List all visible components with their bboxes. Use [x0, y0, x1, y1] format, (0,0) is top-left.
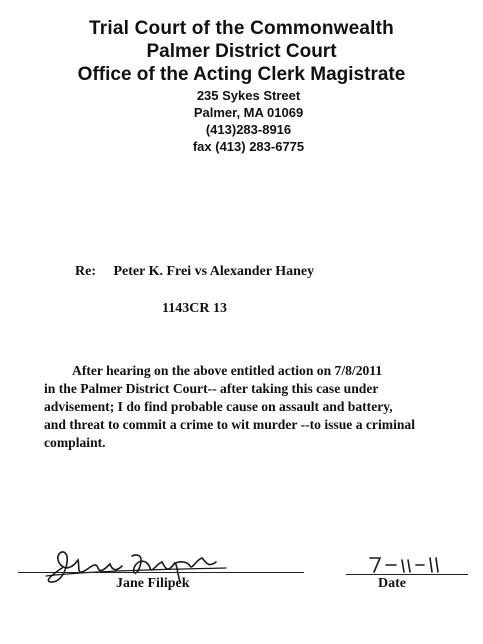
body-line: After hearing on the above entitled action on 7/8/2011: [72, 363, 383, 378]
phone-number: [0, 122, 483, 137]
address-street-text: 235 Sykes Street: [196, 88, 301, 103]
date-line: [346, 574, 468, 575]
case-number: 1143CR 13: [162, 301, 227, 316]
body-line: in the Palmer District Court-- after taking this case under: [44, 381, 379, 396]
signer-name: Jane Filipek: [116, 576, 190, 591]
court-name: Trial Court of the Commonwealth: [89, 18, 394, 39]
phone-number-text: (413)283-8916: [205, 122, 292, 137]
handwritten-date: [364, 552, 444, 576]
fax-number: [0, 139, 483, 154]
district-court-name: Palmer District Court: [146, 41, 337, 62]
body-line: and threat to commit a crime to wit murder --to issue a criminal: [44, 417, 415, 432]
finding-paragraph: [44, 362, 464, 452]
fax-number-text: fax (413) 283-6775: [192, 139, 305, 154]
re-line: [75, 264, 314, 280]
address-street: [0, 88, 483, 103]
signature-line: [18, 572, 304, 573]
office-name: Office of the Acting Clerk Magistrate: [77, 64, 406, 85]
re-label: Re:: [75, 264, 96, 279]
body-line: advisement; I do find probable cause on assault and battery,: [44, 399, 393, 414]
date-label: Date: [378, 576, 406, 591]
address-city-text: Palmer, MA 01069: [193, 105, 304, 120]
body-line: complaint.: [44, 435, 106, 450]
case-parties: Peter K. Frei vs Alexander Haney: [113, 264, 315, 279]
address-city: [0, 105, 483, 120]
